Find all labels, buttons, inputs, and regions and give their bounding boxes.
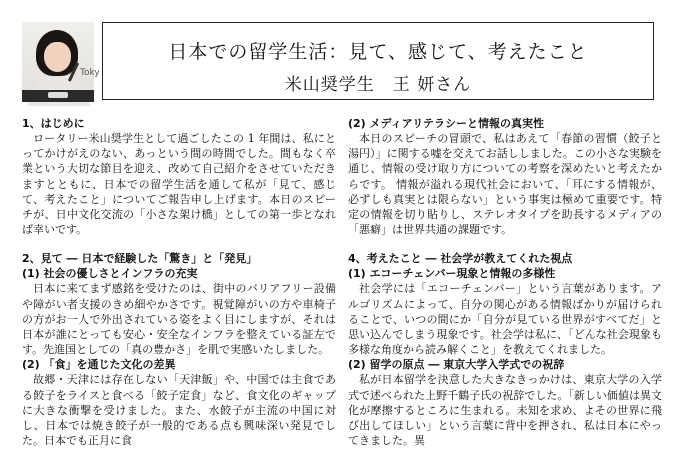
section-2-1-body: 日本に来てまず感銘を受けたのは、街中のバリアフリー設備や障がい者支援のきめ細やかさです。視覚障がいの方や車椅子の方がお一人で外出されている姿をよく目にしますが、それは日本が誰にとっても安心・安全なインフラを整えている証左です。先進国としての「真の豊かさ」を肌で実感いたしました。: [22, 282, 336, 357]
title-box: [102, 22, 654, 100]
section-2-heading: 2、見て ― 日本で経験した「驚き」と「発見」: [22, 252, 258, 266]
section-4-2-heading: (2) 留学の原点 ― 東京大学入学式での祝辞: [348, 358, 565, 372]
left-column: [22, 116, 336, 448]
speaker-photo: [22, 22, 100, 102]
section-2-2-body: 故郷・天津には存在しない「天津飯」や、中国では主食である餃子をライスと食べる「餃子定食」など、食文化のギャップに大きな衝撃を受けました。また、水餃子が主流の中国に対し、日本では焼き餃子が一般的である点も興味深い発見でした。日本でも正月に食: [22, 373, 336, 448]
photo-face: [44, 42, 71, 72]
section-4-1-body: 社会学には「エコーチェンバー」という言葉があります。アルゴリズムによって、自分の関心がある情報ばかりが届けられることで、いつの間にか「自分が見ている世界がすべてだ」と思い込んでしまう現象です。社会学は私に、「どんな社会現象も多様な角度から読み解くこと」を教えてくれました。: [348, 282, 662, 357]
section-4-2-body: 私が日本留学を決意した大きなきっかけは、東京大学の入学式で述べられた上野千鶴子氏の祝辞でした。「新しい価値は異文化が摩擦するところに生まれる。未知を求め、よその世界に飛び出してほしい」という言葉に背中を押され、私は日本にやってきました。異: [348, 373, 662, 448]
section-2-2-heading: (2) 「食」を通じた文化の差異: [22, 358, 176, 372]
section-2-3-heading: (2) メディアリテラシーと情報の真実性: [348, 117, 544, 130]
page-subtitle: 米山奨学生 王 妍さん: [284, 75, 472, 95]
section-1-heading: 1、はじめに: [22, 117, 85, 130]
section-2-1-heading: (1) 社会の優しさとインフラの充実: [22, 267, 198, 281]
section-4-heading: 4、考えたこと ― 社会学が教えてくれた視点: [348, 252, 573, 266]
photo-corner-text: Toky: [80, 68, 100, 78]
section-1-body: ロータリー米山奨学生として過ごしたこの 1 年間は、私にとってかけがえのない、あっという間の時間でした。間もなく卒業という大切な節目を迎え、改めて自己紹介をさせていただきますとともに、日本での留学生活を通して私が「見て、感じて、考えたこと」についてご報告申し上げます。本日のスピーチが、日中文化交流の「小さな架け橋」としての第一歩となれば幸いです。: [22, 132, 336, 237]
section-4-1-heading: (1) エコーチェンバー現象と情報の多様性: [348, 267, 556, 281]
section-2-3-body: 本日のスピーチの冒頭で、私はあえて「春節の習慣（餃子と湯円）」に関する嘘を交えてお話ししました。この小さな実験を通じ、情報の受け取り方についての考察を深めたいと考えたからです。 情報が溢れる現代社会において、「耳にする情報が、必ずしも真実とは限らない」という事実は極めて重要です。特定の情報を切り貼りし、ステレオタイプを助長するメディアの「悪癖」は世界共通の課題です。: [348, 132, 662, 237]
page-title: 日本での留学生活：見て、感じて、考えたこと: [168, 41, 588, 63]
right-column: [348, 116, 662, 448]
photo-podium-plate: [48, 92, 68, 98]
